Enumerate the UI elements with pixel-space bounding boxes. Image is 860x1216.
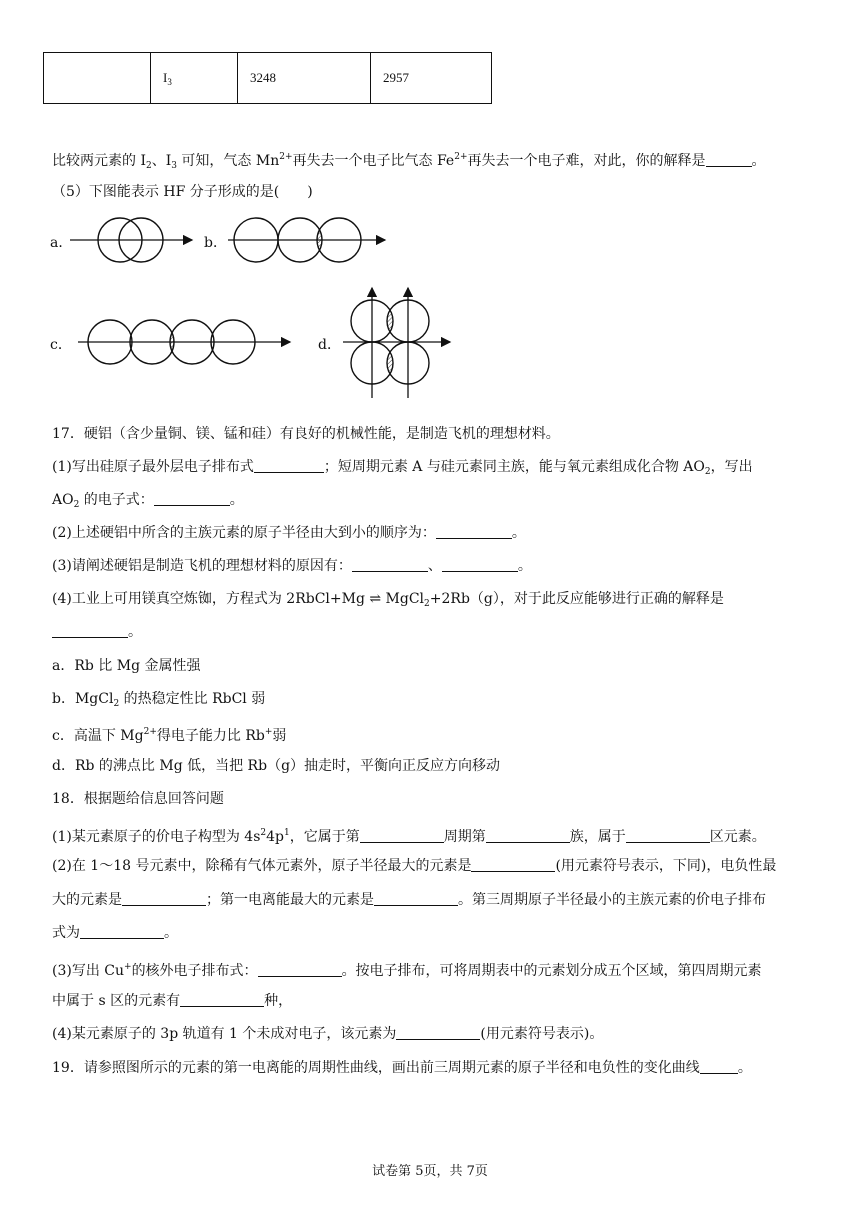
- answer-blank[interactable]: [180, 992, 264, 1007]
- paragraph-ionization: [52, 147, 766, 176]
- text: (用元素符号表示，下同)，电负性最: [555, 858, 777, 874]
- table-cell: [44, 53, 151, 104]
- text: 得电子能力比 Rb: [156, 728, 265, 744]
- text: 族，属于: [569, 829, 626, 845]
- diagram-b: [228, 218, 385, 262]
- q18-line-7: [52, 1024, 603, 1044]
- q17-option-a: a．Rb 比 Mg 金属性强: [52, 658, 201, 674]
- text: 式为: [52, 925, 80, 941]
- answer-blank[interactable]: [258, 962, 342, 977]
- text: 比较两元素的 I: [52, 153, 146, 169]
- answer-blank[interactable]: [80, 924, 164, 939]
- q17-line-5: [52, 589, 724, 614]
- q18-line-6: [52, 991, 292, 1011]
- answer-blank[interactable]: [52, 623, 128, 638]
- text: 的核外电子排布式：: [131, 963, 258, 979]
- text: 2+: [143, 727, 157, 737]
- text: 再失去一个电子难，对此，你的解释是: [467, 153, 706, 169]
- q17-line-3: [52, 523, 526, 543]
- text: b．MgCl: [52, 691, 114, 707]
- text: (3)请阐述硬铝是制造飞机的理想材料的原因有：: [52, 558, 352, 574]
- text: 、: [427, 558, 442, 574]
- table-row: [44, 53, 492, 104]
- table-cell: 3248: [238, 53, 371, 104]
- text: (1)写出硅原子最外层电子排布式: [52, 459, 254, 475]
- text: 可知，气态 Mn: [176, 153, 280, 169]
- text: MgCl: [381, 591, 425, 607]
- text: 19．请参照图所示的元素的第一电离能的周期性曲线，画出前三周期元素的原子半径和电负性的变化曲线: [52, 1060, 700, 1076]
- text: 中属于 s 区的元素有: [52, 993, 181, 1009]
- answer-blank[interactable]: [486, 828, 570, 843]
- text: 4p: [266, 829, 284, 845]
- answer-blank[interactable]: [700, 1059, 738, 1074]
- text: 再失去一个电子比气态 Fe: [292, 153, 455, 169]
- answer-blank[interactable]: [396, 1025, 480, 1040]
- text: 2: [424, 599, 430, 609]
- ionization-table: [43, 52, 492, 104]
- text: 区元素。: [709, 829, 766, 845]
- answer-blank[interactable]: [254, 458, 324, 473]
- text: 2: [704, 467, 711, 477]
- diagram-a: [70, 218, 192, 262]
- text: (4)某元素原子的 3p 轨道有 1 个未成对电子，该元素为: [52, 1026, 397, 1042]
- text: 2+: [279, 152, 293, 162]
- question-19: [52, 1058, 752, 1078]
- option-d-label: d．: [318, 337, 341, 353]
- orbital-diagrams: [0, 200, 860, 410]
- table-cell: 2957: [371, 53, 492, 104]
- text: +2Rb（g），对于此反应能够进行正确的解释是: [429, 591, 724, 607]
- text: 。: [229, 492, 244, 508]
- q17-line-1: [52, 457, 753, 482]
- text: 2: [145, 161, 152, 171]
- answer-blank[interactable]: [352, 557, 428, 572]
- answer-blank[interactable]: [122, 891, 206, 906]
- text: (用元素符号表示)。: [480, 1026, 604, 1042]
- q17-line-4: [52, 556, 532, 576]
- answer-blank[interactable]: [374, 891, 458, 906]
- answer-blank[interactable]: [360, 828, 444, 843]
- text: c．高温下 Mg: [52, 728, 144, 744]
- text: 2+: [454, 152, 468, 162]
- answer-blank[interactable]: [471, 857, 555, 872]
- text: 。: [511, 525, 526, 541]
- option-c-label: c．: [50, 337, 72, 353]
- text: 大的元素是: [52, 892, 122, 908]
- question-5: （5）下图能表示 HF 分子形成的是( ): [52, 184, 313, 200]
- text: 周期第: [443, 829, 486, 845]
- text: (4)工业上可用镁真空炼铷，方程式为 2RbCl+Mg: [52, 591, 370, 607]
- text: 的热稳定性比 RbCl 弱: [119, 691, 266, 707]
- q18-line-2: [52, 856, 776, 876]
- text: 2: [260, 828, 267, 838]
- text: (1)某元素原子的价电子构型为 4s: [52, 829, 261, 845]
- table-cell: [151, 53, 238, 104]
- text: ；短周期元素 A 与硅元素同主族，能与氧元素组成化合物 AO: [323, 459, 705, 475]
- text: 3: [171, 161, 177, 171]
- text: 。: [128, 624, 142, 640]
- answer-blank[interactable]: [436, 524, 512, 539]
- text: 。按电子排布，可将周期表中的元素划分成五个区域，第四周期元素: [341, 963, 762, 979]
- cell-text: I: [163, 69, 168, 85]
- text: (3)写出 Cu: [52, 963, 125, 979]
- text: 1: [283, 828, 290, 838]
- page-footer: 试卷第 5页，共 7页: [372, 1164, 488, 1179]
- q17-line-6: [52, 622, 142, 642]
- text: (2)上述硬铝中所含的主族元素的原子半径由大到小的顺序为：: [52, 525, 436, 541]
- text: 。: [737, 1060, 752, 1076]
- question-18-title: 18．根据题给信息回答问题: [52, 791, 224, 807]
- option-a-label: a．: [50, 235, 73, 251]
- text: 。第三周期原子半径最小的主族元素的价电子排布: [458, 892, 766, 908]
- text: 种，: [264, 993, 293, 1009]
- text: AO: [52, 492, 74, 508]
- text: 。: [751, 153, 766, 169]
- diagram-d: [343, 288, 450, 398]
- q17-option-b: [52, 689, 265, 714]
- option-b-label: b．: [204, 235, 227, 251]
- text: +: [264, 727, 273, 737]
- answer-blank[interactable]: [626, 828, 710, 843]
- q17-option-d: d．Rb 的沸点比 Mg 低，当把 Rb（g）抽走时，平衡向正反应方向移动: [52, 758, 501, 774]
- text: 的电子式：: [79, 492, 154, 508]
- equilibrium-arrow: ⇌: [369, 591, 382, 607]
- diagram-c: [78, 320, 290, 364]
- question-17-title: 17．硬铝（含少量铜、镁、锰和硅）有良好的机械性能，是制造飞机的理想材料。: [52, 426, 560, 442]
- q18-line-5: [52, 957, 762, 981]
- text: ，它属于第: [289, 829, 360, 845]
- text: 。: [517, 558, 532, 574]
- q18-line-1: [52, 823, 766, 847]
- q17-line-2: [52, 490, 244, 515]
- q18-line-4: [52, 923, 178, 943]
- text: 2: [73, 500, 80, 510]
- answer-blank[interactable]: [706, 152, 752, 167]
- text: ，写出: [710, 459, 753, 475]
- answer-blank[interactable]: [442, 557, 518, 572]
- text: 。: [164, 925, 178, 941]
- text: (2)在 1～18 号元素中，除稀有气体元素外，原子半径最大的元素是: [52, 858, 472, 874]
- answer-blank[interactable]: [154, 491, 230, 506]
- q17-option-c: [52, 722, 286, 746]
- text: 2: [113, 699, 120, 709]
- q18-line-3: [52, 890, 766, 910]
- text: +: [124, 962, 132, 972]
- text: 弱: [272, 728, 287, 744]
- cell-sub: 3: [167, 76, 172, 87]
- text: 、I: [151, 153, 172, 169]
- text: ；第一电离能最大的元素是: [206, 892, 374, 908]
